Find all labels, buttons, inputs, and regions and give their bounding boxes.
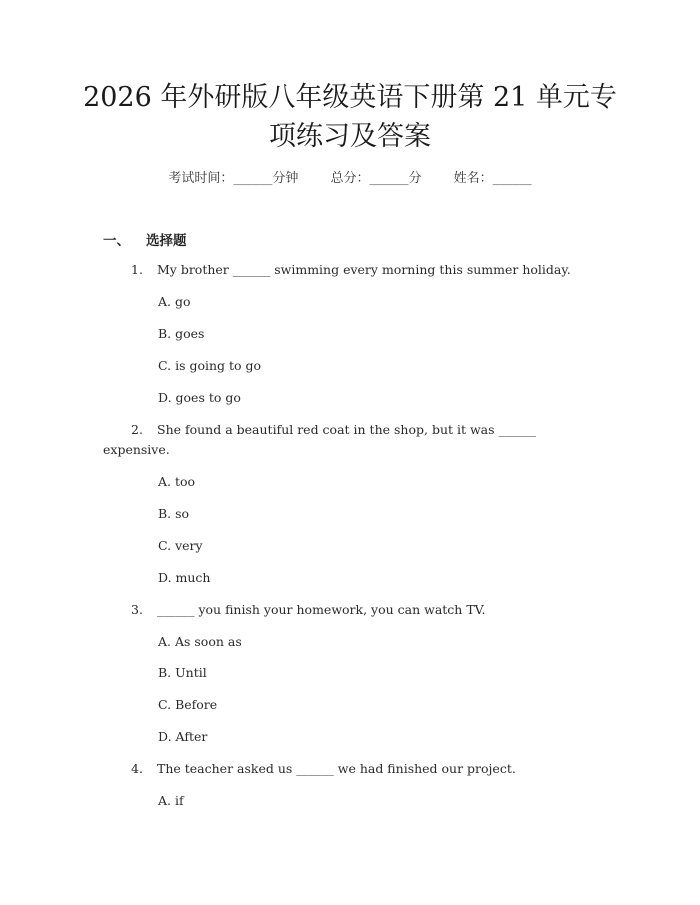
- section-heading: [103, 229, 187, 249]
- question-number: 3.: [131, 602, 143, 617]
- question-number: 4.: [131, 761, 143, 776]
- option-1d: D. goes to go: [158, 390, 241, 405]
- question-1: [103, 260, 583, 280]
- option-4a: A. if: [158, 793, 184, 808]
- option-3d: D. After: [158, 729, 208, 744]
- exam-student-name: 姓名：______: [453, 171, 532, 186]
- option-2a: A. too: [158, 474, 196, 489]
- question-number: 2.: [131, 422, 143, 437]
- question-text: The teacher asked us ______ we had finished our project.: [157, 761, 516, 776]
- option-1b: B. goes: [158, 326, 205, 341]
- section-label: 选择题: [146, 233, 187, 249]
- exam-meta: [0, 167, 700, 186]
- option-1a: A. go: [158, 294, 191, 309]
- option-3a: A. As soon as: [158, 634, 242, 649]
- option-1c: C. is going to go: [158, 358, 262, 373]
- option-3c: C. Before: [158, 697, 218, 712]
- document-title-line-1: 2026 年外研版八年级英语下册第 21 单元专: [83, 82, 617, 113]
- option-2d: D. much: [158, 570, 211, 585]
- question-text: ______ you finish your homework, you can watch TV.: [157, 602, 486, 617]
- question-3: [103, 600, 583, 620]
- option-2c: C. very: [158, 538, 203, 553]
- exam-time: 考试时间：______分钟: [168, 171, 299, 186]
- question-text: My brother ______ swimming every morning this summer holiday.: [157, 262, 571, 277]
- option-3b: B. Until: [158, 665, 207, 680]
- option-2b: B. so: [158, 506, 190, 521]
- question-number: 1.: [131, 262, 143, 277]
- document-title-line-2: 项练习及答案: [269, 121, 431, 152]
- question-2: [103, 420, 583, 440]
- question-text: She found a beautiful red coat in the shop, but it was ______: [157, 422, 537, 437]
- question-4: [103, 759, 583, 779]
- section-number: 一、: [103, 233, 130, 249]
- question-2-continuation: expensive.: [103, 442, 170, 457]
- exam-total-score: 总分：______分: [330, 171, 422, 186]
